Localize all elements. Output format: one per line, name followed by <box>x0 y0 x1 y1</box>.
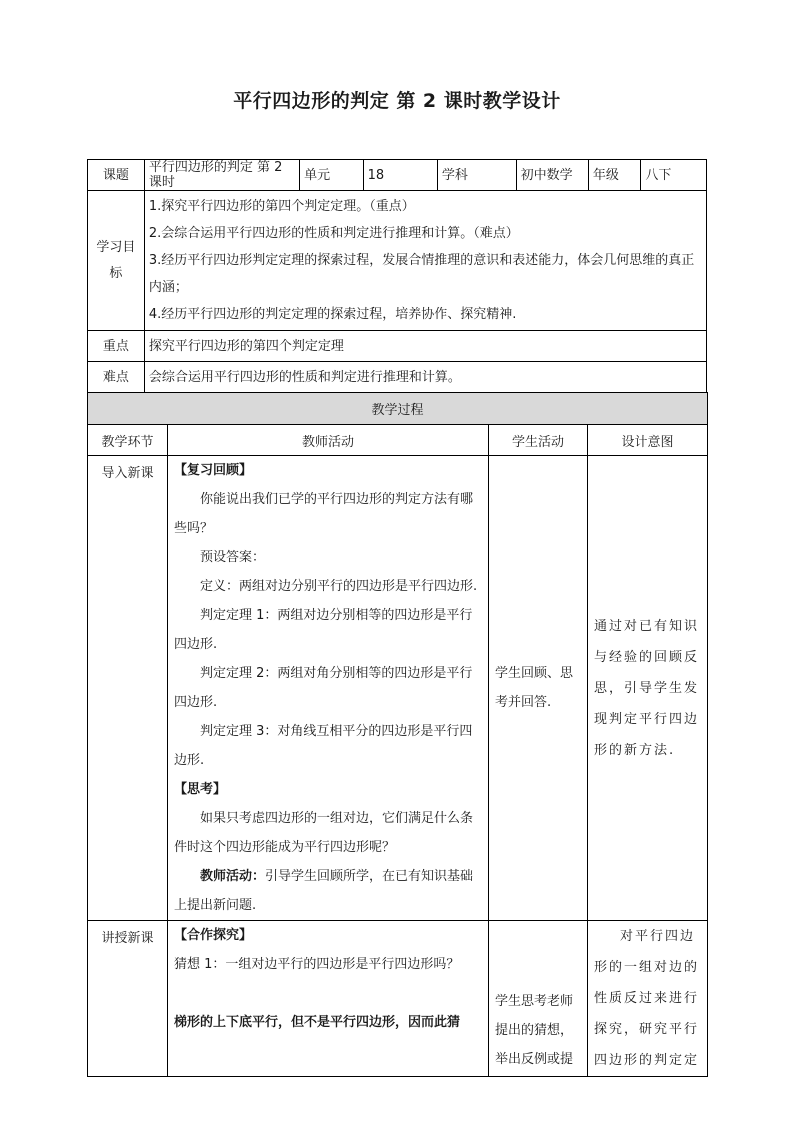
teacher-activity-intro <box>168 456 489 921</box>
col-stage-header: 教学环节 <box>88 425 168 456</box>
objective-item: 1.探究平行四边形的第四个判定定理。（重点） <box>148 199 415 214</box>
objectives-list <box>144 191 706 331</box>
design-intent-intro: 通过对已有知识与经验的回顾反思，引导学生发现判定平行四边形的新方法. <box>588 456 708 921</box>
teacher-activity-text: 引导学生回顾所学，在已有知识基础上提出新问题. <box>174 869 474 913</box>
review-title: 【复习回顾】 <box>174 463 253 478</box>
lesson-info-table <box>87 159 707 393</box>
objective-item: 2.会综合运用平行四边形的性质和判定进行推理和计算。（难点） <box>148 226 519 241</box>
teacher-activity-note <box>174 862 484 920</box>
key-point-label: 重点 <box>88 331 145 362</box>
review-question: 你能说出我们已学的平行四边形的判定方法有哪些吗？ <box>174 492 474 536</box>
grade-label: 年级 <box>588 160 640 191</box>
process-header: 教学过程 <box>88 393 708 425</box>
subject-label: 学科 <box>437 160 516 191</box>
design-intent-new: 对平行四边形的一组对边的性质反过来进行探究，研究平行四边形的判定定 <box>588 921 708 1077</box>
objective-item: 4.经历平行四边形的判定定理的探索过程，培养协作、探究精神. <box>148 307 517 322</box>
think-question: 如果只考虑四边形的一组对边，它们满足什么条件时这个四边形能成为平行四边形呢？ <box>174 811 474 855</box>
document-title: 平行四边形的判定 第 2 课时教学设计 <box>233 90 561 112</box>
teacher-activity-new <box>168 921 489 1077</box>
difficulty-value: 会综合运用平行四边形的性质和判定进行推理和计算。 <box>144 362 706 393</box>
objectives-label: 学习目标 <box>88 191 145 331</box>
theorem-3: 判定定理 3：对角线互相平分的四边形是平行四边形. <box>174 724 473 768</box>
theorem-2: 判定定理 2：两组对角分别相等的四边形是平行四边形. <box>174 666 473 710</box>
trapezoid-note: 梯形的上下底平行，但不是平行四边形，因而此猜 <box>174 1015 461 1030</box>
teaching-process-table <box>87 392 708 1077</box>
topic-value: 平行四边形的判定 第 2 课时 <box>144 160 299 191</box>
grade-value: 八下 <box>641 160 707 191</box>
stage-intro: 导入新课 <box>88 456 168 921</box>
preset-answer-label: 预设答案： <box>200 550 266 565</box>
difficulty-label: 难点 <box>88 362 145 393</box>
col-design-header: 设计意图 <box>588 425 708 456</box>
theorem-1: 判定定理 1：两组对边分别相等的四边形是平行四边形. <box>174 608 473 652</box>
think-title: 【思考】 <box>174 782 227 797</box>
col-teacher-header: 教师活动 <box>168 425 489 456</box>
col-student-header: 学生活动 <box>489 425 588 456</box>
stage-new-lesson: 讲授新课 <box>88 921 168 1077</box>
student-activity-intro: 学生回顾、思考并回答. <box>489 456 588 921</box>
subject-value: 初中数学 <box>516 160 588 191</box>
coop-title: 【合作探究】 <box>174 928 253 943</box>
unit-label: 单元 <box>300 160 363 191</box>
unit-value: 18 <box>363 160 437 191</box>
definition-text: 定义：两组对边分别平行的四边形是平行四边形. <box>200 579 478 594</box>
objective-item: 3.经历平行四边形判定定理的探索过程，发展合情推理的意识和表述能力，体会几何思维的真正内涵； <box>148 253 695 295</box>
key-point-value: 探究平行四边形的第四个判定定理 <box>144 331 706 362</box>
teacher-activity-label: 教师活动： <box>200 869 266 884</box>
topic-label: 课题 <box>88 160 145 191</box>
student-activity-new: 学生思考老师提出的猜想，举出反例或提 <box>489 921 588 1077</box>
guess-1: 猜想 1：一组对边平行的四边形是平行四边形吗？ <box>174 957 460 972</box>
blank-spacer <box>174 979 484 1008</box>
